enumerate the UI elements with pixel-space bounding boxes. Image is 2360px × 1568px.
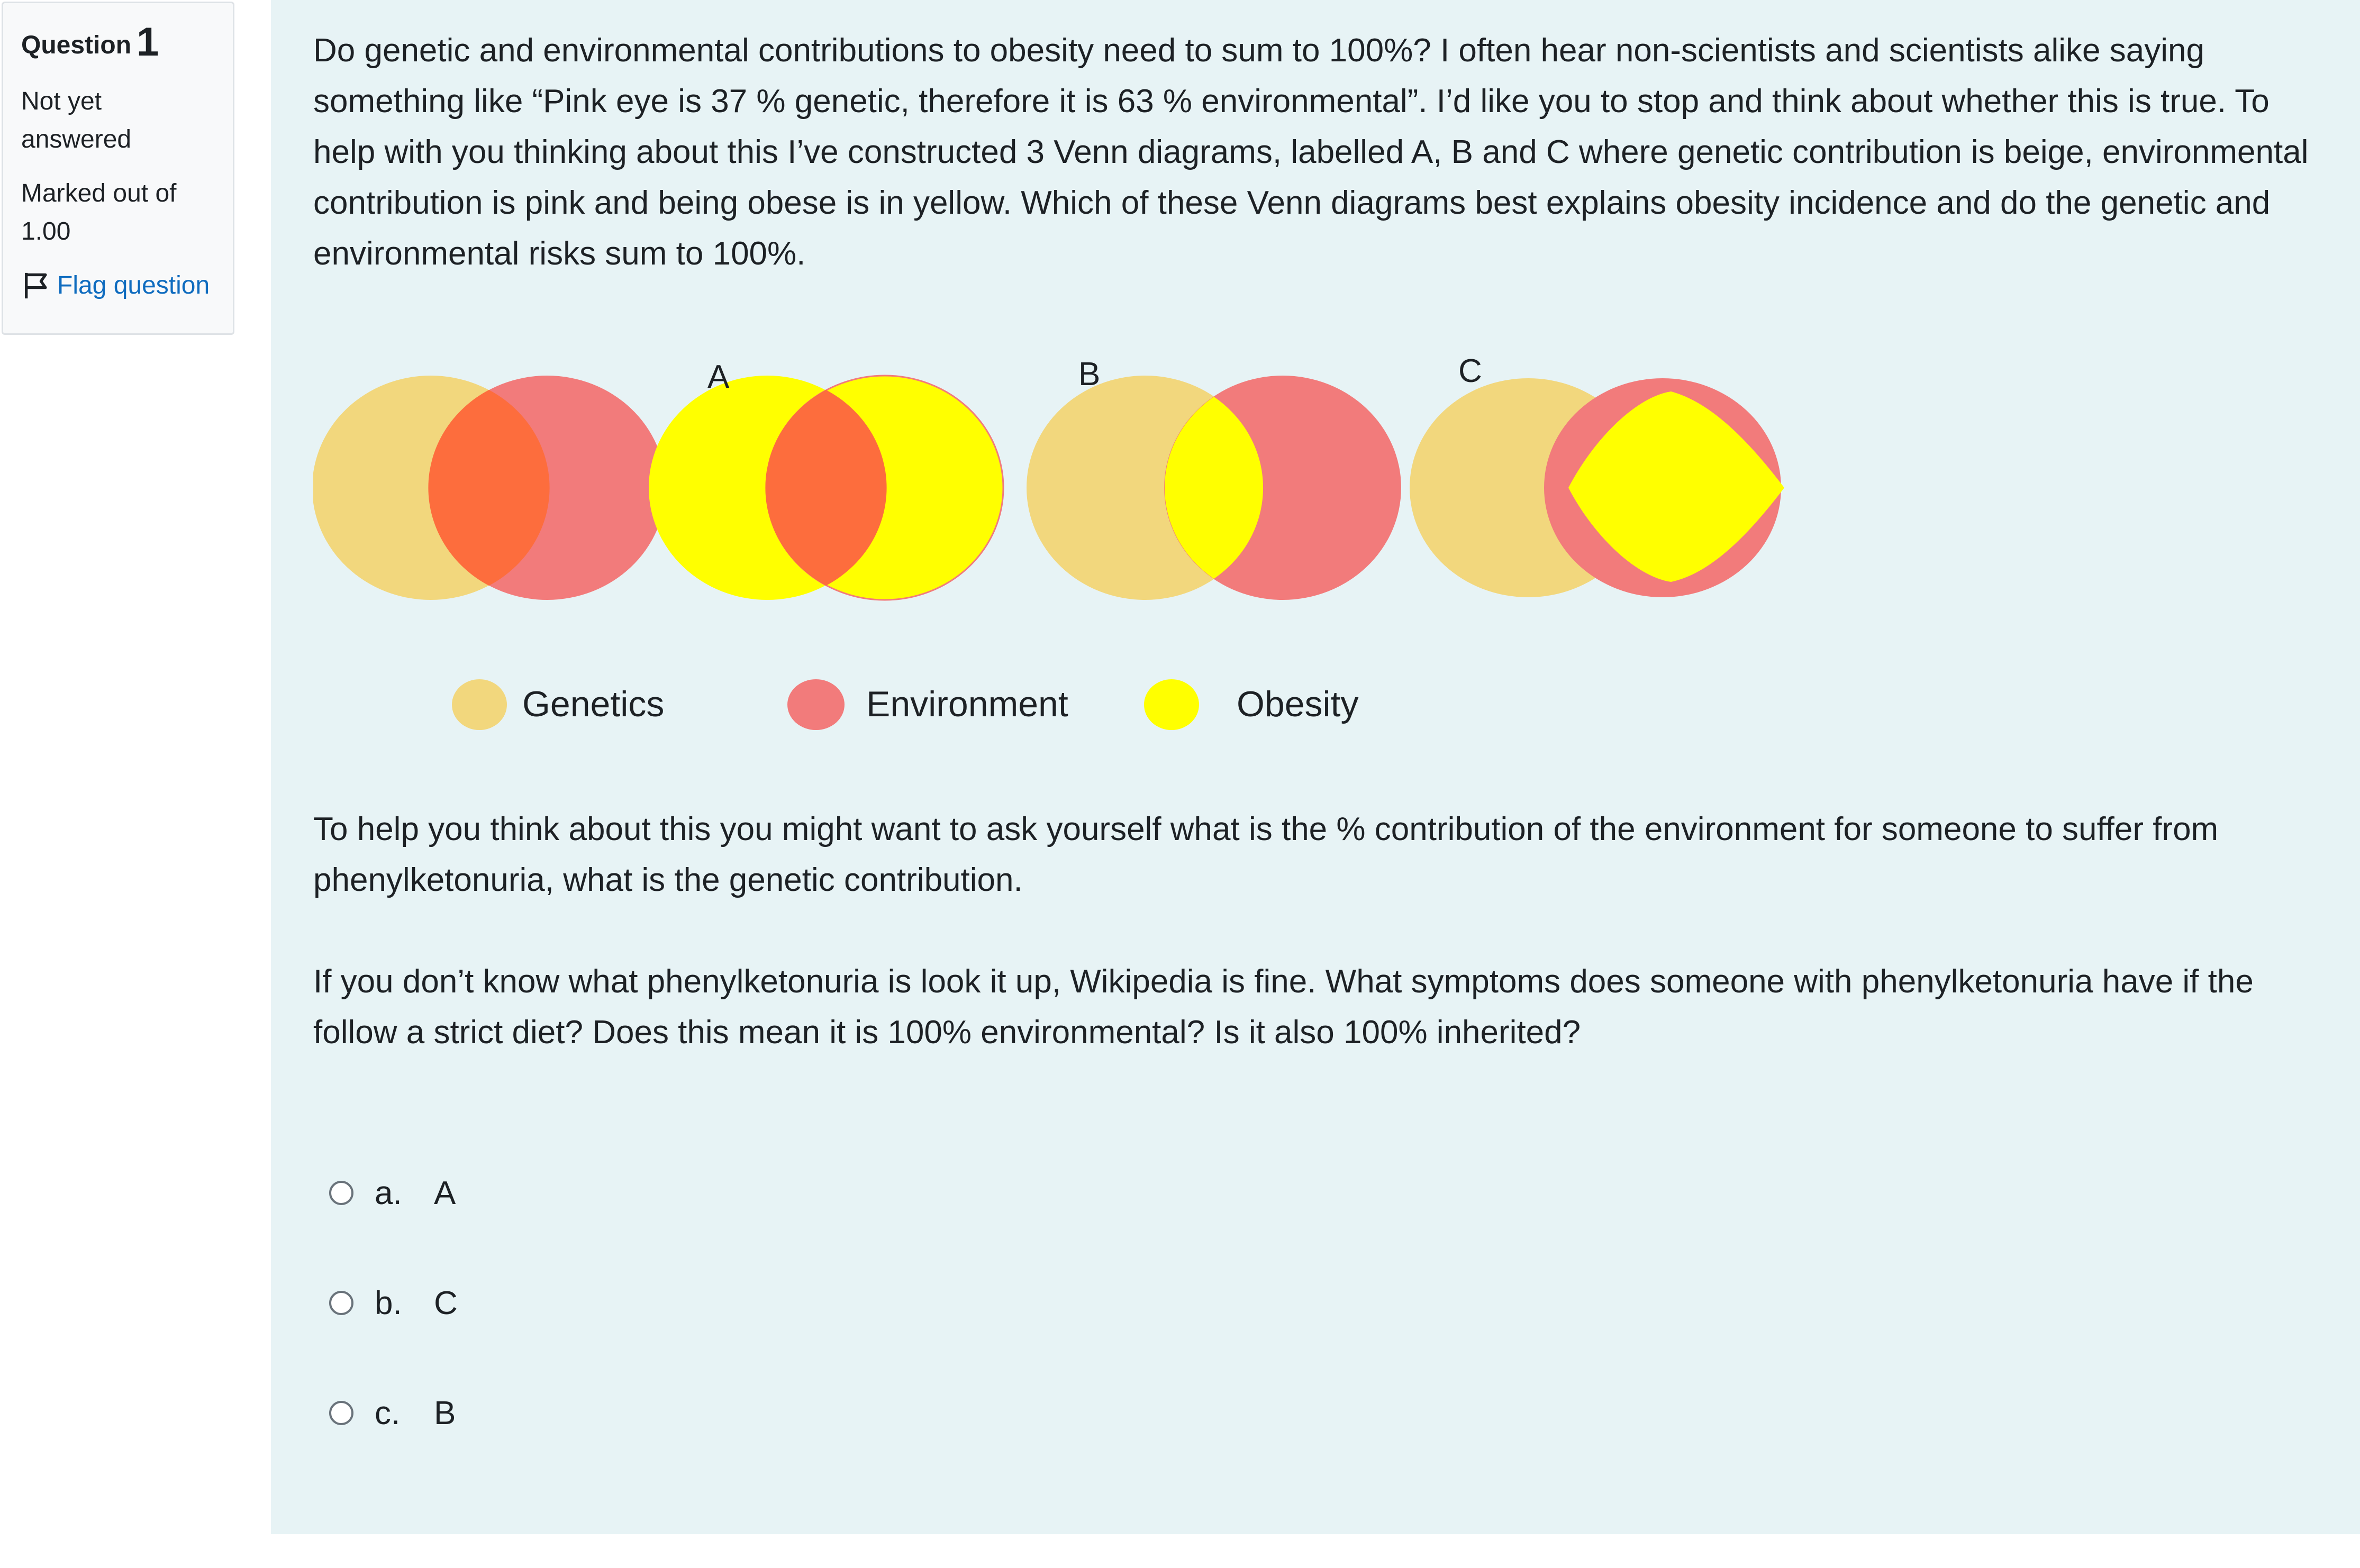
answer-option-label[interactable]: A xyxy=(434,1174,456,1211)
legend-obesity-label: Obesity xyxy=(1237,684,1359,724)
legend-genetics-swatch xyxy=(452,679,507,730)
venn-group-4 xyxy=(1410,378,1784,597)
answer-option-label[interactable]: B xyxy=(434,1394,456,1432)
flag-question-label[interactable]: Flag question xyxy=(57,271,210,299)
answer-option-letter: b. xyxy=(375,1284,402,1321)
answer-option-label[interactable]: C xyxy=(434,1284,458,1321)
diagram-label-b: B xyxy=(1078,356,1101,393)
legend-environment-swatch xyxy=(787,679,845,730)
venn-group-3 xyxy=(1027,376,1401,600)
venn-group-1 xyxy=(313,376,666,600)
answer-option-a[interactable] xyxy=(329,1164,458,1222)
legend-environment-label: Environment xyxy=(866,684,1068,724)
question-label: Question xyxy=(21,31,132,59)
diagram-label-c: C xyxy=(1458,353,1482,389)
answer-option-c[interactable] xyxy=(329,1384,458,1442)
flag-question-link[interactable] xyxy=(21,267,215,305)
question-content xyxy=(271,0,2360,1534)
flag-icon xyxy=(21,270,52,301)
radio-button-c[interactable] xyxy=(329,1401,353,1425)
question-info-panel xyxy=(2,2,234,335)
hint-paragraph-2: If you don’t know what phenylketonuria is look it up, Wikipedia is fine. What symptoms does someone with phenylketonuria have if the follow a strict diet? Does this mean it is 100% environmental? Is it also 100% inherited? xyxy=(313,963,2254,1051)
hint-paragraph-1: To help you think about this you might want to ask yourself what is the % contribution of the environment for someone to suffer from phenylketonuria, what is the genetic contribution. xyxy=(313,811,2219,898)
question-state: Not yet answered xyxy=(21,87,132,153)
legend-genetics-label: Genetics xyxy=(522,684,665,724)
legend xyxy=(452,679,1359,730)
diagram-label-a: A xyxy=(707,359,730,395)
legend-obesity-swatch xyxy=(1144,679,1199,730)
answer-options xyxy=(329,1164,458,1494)
radio-button-b[interactable] xyxy=(329,1291,353,1315)
question-number-value: 1 xyxy=(137,20,159,65)
answer-option-letter: c. xyxy=(375,1394,401,1432)
venn-group-2 xyxy=(649,376,1003,600)
question-number xyxy=(21,21,215,67)
answer-option-letter: a. xyxy=(375,1174,402,1211)
venn-diagram-image xyxy=(313,339,1848,741)
answer-option-b[interactable] xyxy=(329,1274,458,1332)
question-grade: Marked out of 1.00 xyxy=(21,179,177,245)
radio-button-a[interactable] xyxy=(329,1181,353,1205)
question-text: Do genetic and environmental contributions to obesity need to sum to 100%? I often hear non-scientists and scientists alike saying something like “Pink eye is 37 % genetic, therefore it is 63 % environmental”. I’d like you to stop and think about whether this is true. To help with you thinking about this I’ve constructed 3 Venn diagrams, labelled A, B and C where genetic contribution is beige, environmental contribution is pink and being obese is in yellow. Which of these Venn diagrams best explains obesity incidence and do the genetic and environmental risks sum to 100%. xyxy=(313,32,2309,272)
